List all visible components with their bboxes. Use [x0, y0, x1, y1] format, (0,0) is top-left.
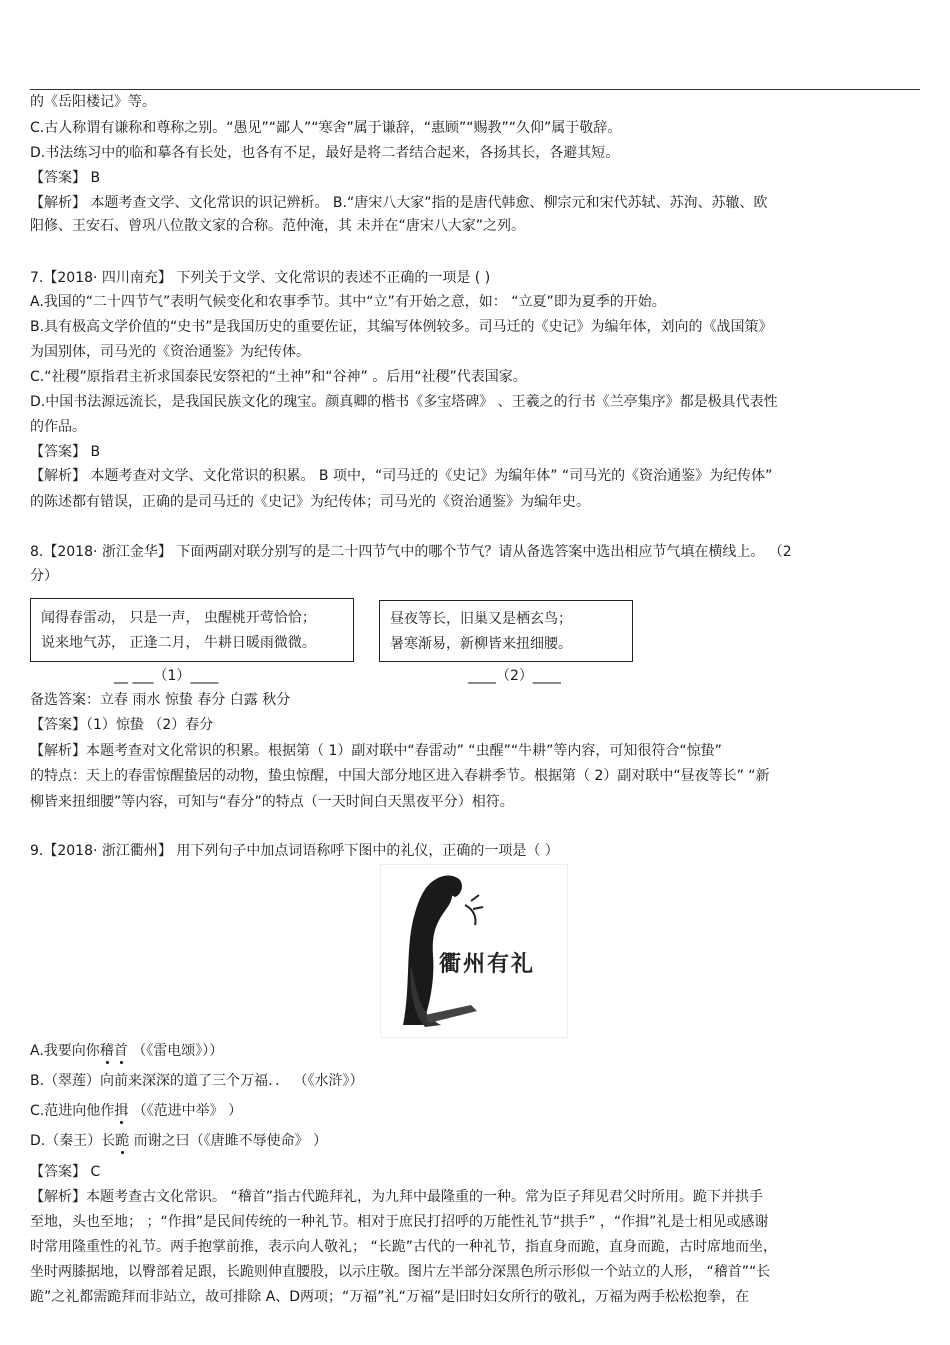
analysis-7-line2: 的陈述都有错误，正确的是司马迁的《史记》为纪传体；司马光的《资治通鉴》为编年史。 — [30, 494, 590, 510]
question-8-title: 8.【2018· 浙江金华】 下面两副对联分别写的是二十四节气中的哪个节气？请从备选答案中选出相应节气填在横线上。 （2 — [30, 544, 792, 560]
question-7-option-b-line1: B.具有极高文学价值的“史书”是我国历史的重要佐证，其编写体例较多。司马迁的《史记》为编年体，刘向的《战国策》 — [30, 319, 773, 335]
analysis-9-line3: 时常用隆重性的礼节。两手抱掌前推，表示向人敬礼； “长跪”古代的一种礼节，指直身而跪，直身而跪，古时席地而坐， — [30, 1239, 777, 1255]
question-9-option-b: B.（翠莲）向前来深深的道了三个万福．． （《水浒》） — [30, 1073, 364, 1089]
answer-7: 【答案】 B — [30, 444, 101, 460]
analysis-6-line1: 【解析】 本题考查文学、文化常识的识记辨析。 B.“唐宋八大家”指的是唐代韩愈、柳宗元和宋代苏轼、苏洵、苏辙、欧 — [30, 195, 768, 211]
analysis-9-line1: 【解析】本题考查古文化常识。 “稽首”指古代跪拜礼，为九拜中最隆重的一种。常为臣子拜见君父时所用。跪下并拱手 — [30, 1189, 763, 1205]
analysis-6-line2: 阳修、王安石、曾巩八位散文家的合称。范仲淹，其 未并在“唐宋八大家”之列。 — [30, 218, 525, 234]
question-9-option-d: D.（秦王）长跪 而谢之曰（《唐雎不辱使命》 ） — [30, 1133, 328, 1149]
analysis-8-line3: 柳皆来扭细腰”等内容，可知与“春分”的特点（一天时间白天黑夜平分）相符。 — [30, 794, 514, 810]
analysis-7-line1: 【解析】 本题考查对文学、文化常识的积累。 B 项中，“司马迁的《史记》为编年体” “司马光的《资治通鉴》为纪传体” — [30, 468, 773, 484]
question-7-option-d-line1: D.中国书法源远流长，是我国民族文化的瑰宝。颜真卿的楷书《多宝塔碑》 、王羲之的行书《兰亭集序》都是极具代表性 — [30, 394, 778, 410]
question-7-option-a: A.我国的“二十四节气”表明气候变化和农事季节。其中“立”有开始之意，如： “立夏”即为夏季的开始。 — [30, 294, 666, 310]
question-9-title: 9.【2018· 浙江衢州】 用下列句子中加点词语称呼下图中的礼仪，正确的一项是（ ） — [30, 843, 559, 859]
couplet-2-line1: 昼夜等长，旧巢又是栖玄鸟； — [390, 611, 572, 627]
question-8-score: 分） — [30, 568, 58, 584]
blank-1: __ ___（1）____ — [114, 668, 219, 684]
question-7-option-b-line2: 为国别体，司马光的《资治通鉴》为纪传体。 — [30, 344, 310, 360]
couplet-2-line2: 暑寒渐易，新柳皆来扭细腰。 — [390, 636, 572, 652]
answer-9: 【答案】 C — [30, 1164, 101, 1180]
top-rule — [30, 89, 920, 90]
figure-caption: 衢州有礼 — [439, 951, 536, 977]
question-7-option-c: C.“社稷”原指君主祈求国泰民安祭祀的“土神”和“谷神” 。后用“社稷”代表国家。 — [30, 369, 527, 385]
couplet-box-2 — [379, 600, 633, 662]
question-9-option-c: C.范进向他作揖 （《范进中举》 ） — [30, 1103, 243, 1119]
etiquette-figure — [380, 864, 568, 1038]
couplet-box-1 — [30, 598, 354, 662]
candidate-answers: 备选答案：立春 雨水 惊蛰 春分 白露 秋分 — [30, 692, 291, 708]
answer-6: 【答案】 B — [30, 170, 101, 186]
analysis-9-line5: 跪”之礼都需跪拜而非站立，故可排除 A、D两项；“万福”礼“万福”是旧时妇女所行的敬礼，万福为两手松松抱拳，在 — [30, 1289, 750, 1305]
couplet-1-line1: 闻得春雷动， 只是一声， 虫醒桃开莺恰恰； — [41, 610, 316, 626]
analysis-8-line2: 的特点：天上的春雷惊醒蛰居的动物，蛰虫惊醒，中国大部分地区进入春耕季节。根据第（ 2）副对联中“昼夜等长” “新 — [30, 768, 770, 784]
option-c-prev: C.古人称谓有谦称和尊称之别。“愚见”“鄙人”“寒舍”属于谦辞，“惠顾”“赐教”“久仰”属于敬辞。 — [30, 120, 622, 136]
answer-8: 【答案】（1）惊蛰 （2）春分 — [30, 717, 214, 733]
analysis-8-line1: 【解析】本题考查对文化常识的积累。根据第（ 1）副对联中“春雷动” “虫醒”“牛耕”等内容，可知很符合“惊蛰” — [30, 743, 722, 759]
analysis-9-line4: 坐时两膝据地，以臀部着足跟，长跪则伸直腰股，以示庄敬。图片左半部分深黑色所示形似一个站立的人形， “稽首”“长 — [30, 1264, 771, 1280]
couplet-1-line2: 说来地气苏， 正逢二月， 牛耕日暖雨微微。 — [41, 635, 316, 651]
text-line: 的《岳阳楼记》等。 — [30, 94, 156, 110]
question-7-option-d-line2: 的作品。 — [30, 419, 86, 435]
option-d-prev: D.书法练习中的临和摹各有长处，也各有不足，最好是将二者结合起来，各扬其长，各避其短。 — [30, 145, 620, 161]
analysis-9-line2: 至地，头也至地； ；“作揖”是民间传统的一种礼节。相对于庶民打招呼的万能性礼节“拱手” ，“作揖”礼是士相见或感谢 — [30, 1214, 769, 1230]
question-7-title: 7.【2018· 四川南充】 下列关于文学、文化常识的表述不正确的一项是 ( ) — [30, 270, 491, 286]
question-9-option-a: A.我要向你稽首 （《雷电颂》）） — [30, 1043, 224, 1059]
blank-2: ____（2）____ — [468, 668, 561, 684]
